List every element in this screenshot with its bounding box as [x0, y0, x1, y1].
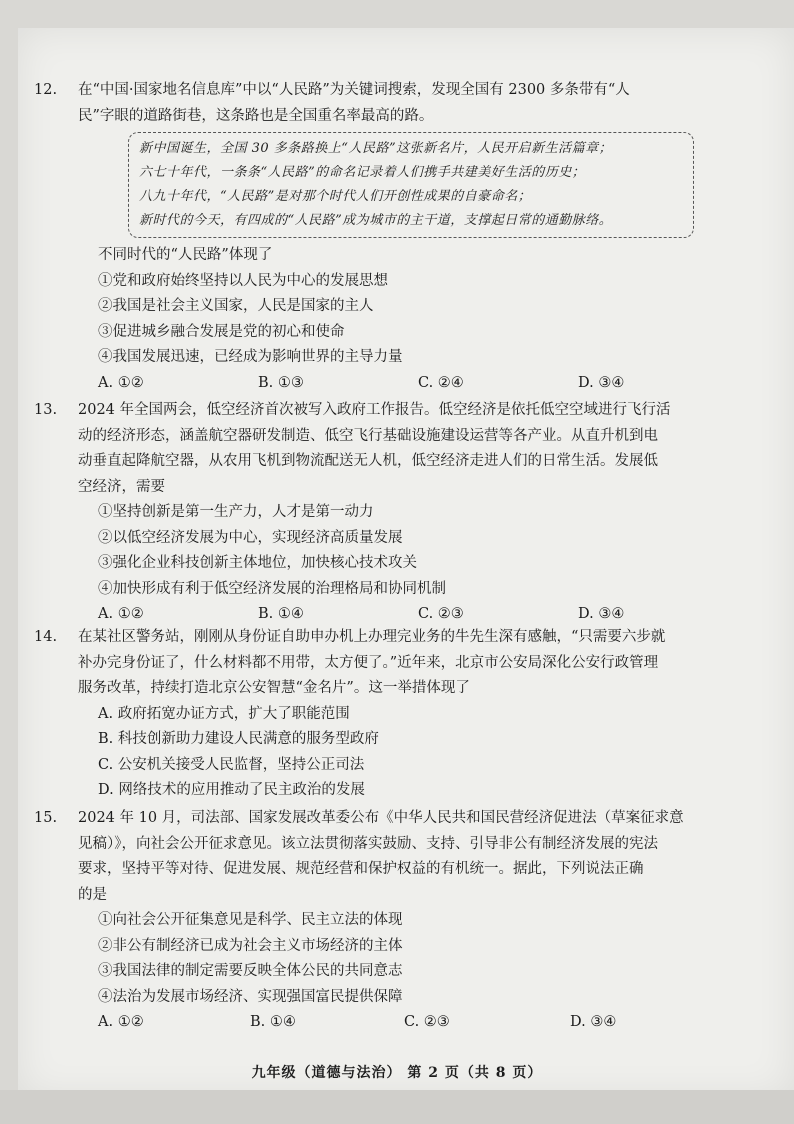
question-stem-line: 补办完身份证了，什么材料都不用带，太方便了。”近年来，北京市公安局深化公安行政管理 — [78, 654, 659, 671]
option-c: C. 公安机关接受人民监督，坚持公正司法 — [98, 756, 365, 773]
choice-b: B. ①④ — [258, 606, 304, 622]
choice-b: B. ①③ — [258, 374, 304, 391]
option-a: A. 政府拓宽办证方式，扩大了职能范围 — [98, 705, 350, 722]
option-2: ②我国是社会主义国家，人民是国家的主人 — [98, 298, 374, 314]
choice-a: A. ①② — [98, 374, 144, 391]
question-number: 13. — [34, 402, 58, 418]
choice-c: C. ②③ — [404, 1014, 450, 1030]
option-3: ③强化企业科技创新主体地位，加快核心技术攻关 — [98, 555, 417, 571]
quote-box — [128, 132, 694, 238]
quote-line: 八九十年代，“人民路”是对那个时代人们开创性成果的自豪命名； — [139, 189, 532, 204]
quote-line: 六七十年代，一条条“人民路”的命名记录着人们携手共建美好生活的历史； — [139, 165, 586, 180]
choice-c: C. ②③ — [418, 606, 464, 622]
question-12-options — [78, 243, 748, 397]
scan-edge — [0, 1090, 794, 1124]
option-1: ①向社会公开征集意见是科学、民主立法的体现 — [98, 912, 403, 928]
option-b: B. 科技创新助力建设人民满意的服务型政府 — [98, 731, 379, 747]
option-1: ①党和政府始终坚持以人民为中心的发展思想 — [98, 272, 388, 289]
option-4: ④加快形成有利于低空经济发展的治理格局和协同机制 — [98, 580, 446, 597]
question-stem-line: 动的经济形态，涵盖航空器研发制造、低空飞行基础设施建设运营等各产业。从直升机到电 — [78, 427, 658, 444]
question-stem-line: 2024 年 10 月，司法部、国家发展改革委公布《中华人民共和国民营经济促进法（草案征求意 — [78, 810, 684, 826]
quote-line: 新中国诞生，全国 30 多条路换上“人民路”这张新名片，人民开启新生活篇章； — [139, 141, 613, 156]
option-3: ③促进城乡融合发展是党的初心和使命 — [98, 323, 345, 340]
question-13 — [34, 398, 748, 628]
question-stem-line: 民”字眼的道路街巷，这条路也是全国重名率最高的路。 — [78, 107, 434, 124]
answer-choices — [78, 371, 748, 397]
question-12 — [34, 78, 748, 129]
page-footer: 九年级（道德与法治） 第 2 页（共 8 页） — [251, 1065, 543, 1081]
option-2: ②以低空经济发展为中心，实现经济高质量发展 — [98, 529, 403, 546]
question-stem-line: 见稿）》，向社会公开征求意见。该立法贯彻落实鼓励、支持、引导非公有制经济发展的宪法 — [78, 835, 658, 852]
question-number: 14. — [34, 629, 58, 645]
choice-b: B. ①④ — [250, 1014, 296, 1030]
option-1: ①坚持创新是第一生产力，人才是第一动力 — [98, 504, 374, 520]
question-stem-line: 的是 — [78, 886, 107, 903]
answer-choices — [78, 1010, 748, 1036]
question-stem-line: 动垂直起降航空器，从农用飞机到物流配送无人机，低空经济走进人们的日常生活。发展低 — [78, 453, 658, 469]
question-number: 12. — [34, 82, 58, 98]
option-4: ④法治为发展市场经济、实现强国富民提供保障 — [98, 988, 403, 1005]
question-15 — [34, 806, 748, 1036]
question-number: 15. — [34, 810, 58, 826]
question-stem-line: 在某社区警务站，刚刚从身份证自助申办机上办理完业务的牛先生深有感触，“只需要六步就 — [78, 629, 666, 645]
choice-d: D. ③④ — [578, 606, 625, 622]
question-stem-line: 空经济，需要 — [78, 478, 165, 495]
choice-d: D. ③④ — [570, 1014, 617, 1030]
choice-d: D. ③④ — [578, 374, 625, 391]
choice-a: A. ①② — [98, 1014, 144, 1030]
question-stem-line: 2024 年全国两会，低空经济首次被写入政府工作报告。低空经济是依托低空空域进行飞行活 — [78, 402, 671, 418]
question-stem-line: 服务改革，持续打造北京公安智慧“金名片”。这一举措体现了 — [78, 680, 470, 696]
question-stem-line: 在“中国·国家地名信息库”中以“人民路”为关键词搜索，发现全国有 2300 多条带有“人 — [78, 82, 630, 98]
option-4: ④我国发展迅速，已经成为影响世界的主导力量 — [98, 349, 403, 365]
option-d: D. 网络技术的应用推动了民主政治的发展 — [98, 782, 365, 798]
question-14 — [34, 625, 748, 804]
choice-a: A. ①② — [98, 606, 144, 622]
question-prompt: 不同时代的“人民路”体现了 — [98, 247, 273, 263]
quote-line: 新时代的今天，有四成的“人民路”成为城市的主干道，支撑起日常的通勤脉络。 — [139, 213, 613, 228]
option-3: ③我国法律的制定需要反映全体公民的共同意志 — [98, 963, 403, 979]
question-stem-line: 要求，坚持平等对待、促进发展、规范经营和保护权益的有机统一。据此，下列说法正确 — [78, 861, 644, 877]
option-2: ②非公有制经济已成为社会主义市场经济的主体 — [98, 937, 403, 954]
choice-c: C. ②④ — [418, 374, 464, 391]
